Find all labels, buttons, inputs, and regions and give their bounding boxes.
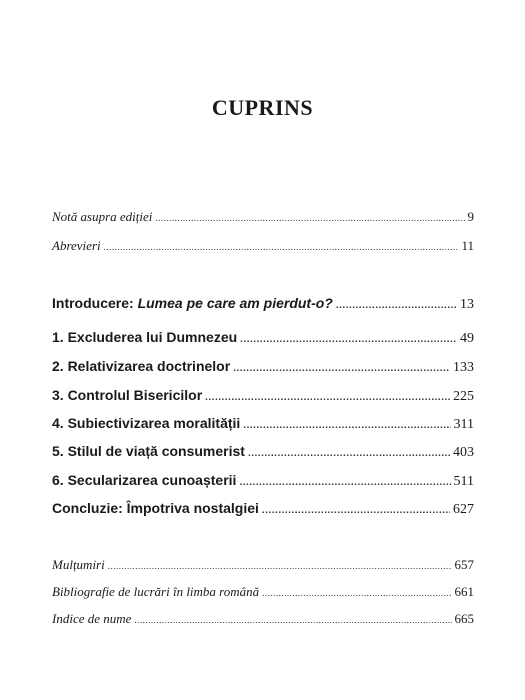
toc-entry-label: Mulțumiri [52,557,105,572]
toc-entry-label: Abrevieri [52,238,101,253]
toc-entry-page: 627 [453,502,474,517]
toc-entry-label: 1. Excluderea lui Dumnezeu [52,329,238,345]
toc-entry-label: Notă asupra ediției [52,209,153,224]
dot-leader [233,358,450,374]
toc-entry-page: 511 [453,474,474,489]
dot-leader [239,472,450,488]
toc-entry-chapter-1[interactable] [52,329,474,347]
toc-entry-introducere[interactable] [52,295,474,313]
toc-entry-label: 5. Stilul de viață consumerist [52,443,245,459]
dot-leader [108,557,452,573]
toc-entry-page: 661 [454,584,474,599]
dot-leader [336,295,457,311]
toc-entry-page: 657 [454,557,474,572]
dot-leader [104,238,459,254]
toc-entry-concluzie[interactable] [52,500,474,518]
toc-entry-label: 4. Subiectivizarea moralității [52,415,241,431]
intro-separator: : [129,295,138,311]
toc-entry-chapter-5[interactable] [52,443,474,461]
toc-entry-page: 11 [461,238,474,253]
intro-subtitle: Lumea pe care am pierdut-o? [137,295,333,311]
toc-entry-chapter-6[interactable] [52,472,474,490]
toc-entry-page: 665 [454,611,474,626]
toc-entry-bibliografie[interactable] [52,584,474,600]
dot-leader [205,387,450,403]
dot-leader [240,329,457,345]
toc-entry-page: 403 [453,445,474,460]
toc-entry-label: Indice de nume [52,611,132,626]
dot-leader [134,611,451,627]
toc-entry-label: Bibliografie de lucrări în limba română [52,584,260,599]
toc-entry-label: 3. Controlul Bisericilor [52,387,203,403]
toc-entry-label: 6. Secularizarea cunoașterii [52,472,237,488]
toc-entry-label: 2. Relativizarea doctrinelor [52,358,231,374]
toc-entry-label: Concluzie: Împotriva nostalgiei [52,500,259,516]
toc-entry-abrevieri[interactable] [52,238,474,254]
toc-entry-chapter-4[interactable] [52,415,474,433]
dot-leader [262,500,450,516]
toc-entry-page: 9 [467,209,474,224]
toc-entry-chapter-2[interactable] [52,358,474,376]
toc-entry-chapter-3[interactable] [52,387,474,405]
toc-entry-label [52,295,333,311]
toc-entry-page: 311 [453,417,474,432]
dot-leader [262,584,451,600]
dot-leader [248,443,450,459]
toc-entry-nota[interactable] [52,209,474,225]
toc-entry-page: 49 [460,331,474,346]
toc-entry-multumiri[interactable] [52,557,474,573]
toc-entry-page: 225 [453,389,474,404]
dot-leader [243,415,450,431]
intro-label: Introducere [52,295,130,311]
toc-entry-page: 13 [460,297,474,312]
toc-entry-page: 133 [453,360,474,375]
toc-entry-indice[interactable] [52,611,474,627]
page-title: CUPRINS [211,95,314,120]
dot-leader [155,209,464,225]
